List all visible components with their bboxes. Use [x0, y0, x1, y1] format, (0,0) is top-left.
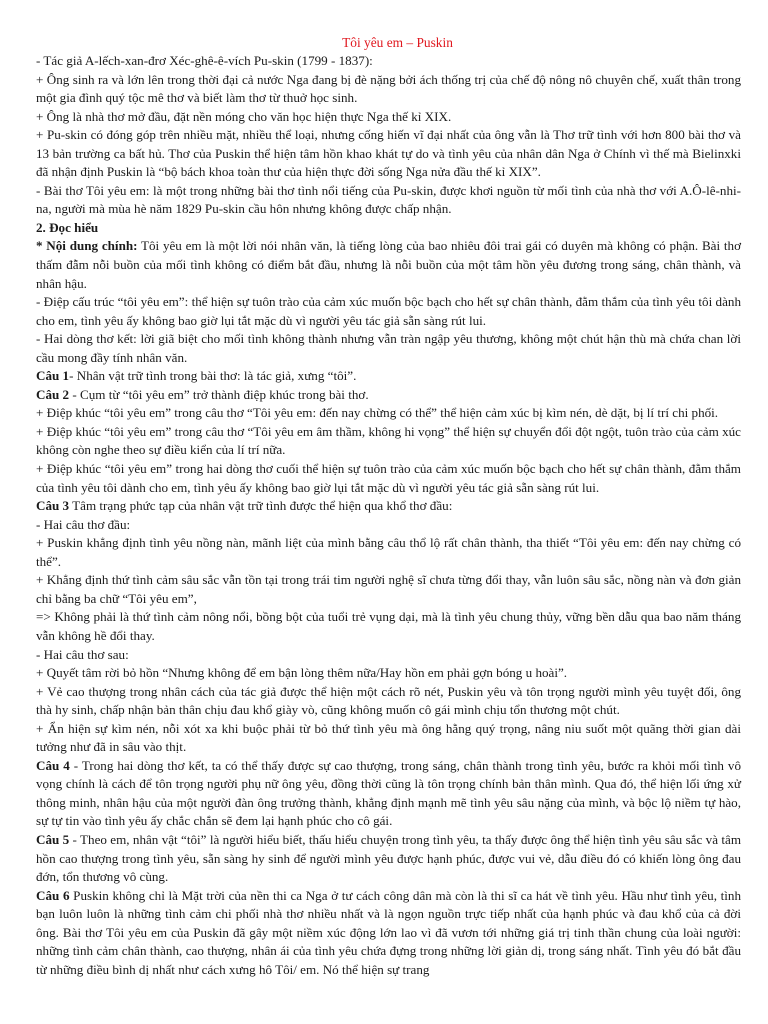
paragraph-text: + Ẩn hiện sự kìm nén, nỗi xót xa khi buộc phải từ bỏ thứ tình yêu mà ông hằng quý trọng, nâng niu suốt một quãng thời gian dài tưởng như đã in sâu vào thịt. [36, 720, 741, 755]
paragraph-heading: Câu 4 [36, 757, 70, 773]
paragraph [36, 516, 741, 535]
paragraph [36, 683, 741, 720]
paragraph-text: Puskin không chỉ là Mặt trời của nền thi ca Nga ở tư cách công dân mà còn là thi sĩ ca hát về tình yêu. Hầu như tình yêu, tình bạn luôn luôn là những tình cảm chi phối nhà thơ nhiều nhất và là ngọn nguồn trực tiếp nhất của hạnh phúc và đau khổ của cả đời ông. Bài thơ Tôi yêu em của Puskin đã gây một niềm xúc động lớn lao vì đã vươn tới những giá trị tinh thần chung của loài người: những tình cảm chân thành, cao thượng, nhân ái của tình yêu chứa đựng trong những lời giản dị, trong sáng nhất. Tình yêu đó bắt đầu từ những điều bình dị nhất như cách xưng hô Tôi/ em. Nó thể hiện sự trang [36, 887, 742, 977]
paragraph-heading: Câu 6 [36, 887, 70, 903]
paragraph-text: - Bài thơ Tôi yêu em: là một trong những bài thơ tình nổi tiếng của Pu-skin, được khơi nguồn từ mối tình của nhà thơ với A.Ô-lê-nhi-na, người mà mùa hè năm 1829 Pu-skin cầu hôn nhưng không được chấp nhận. [36, 182, 741, 217]
paragraph-text: - Hai câu thơ sau: [36, 646, 129, 662]
paragraph [36, 330, 741, 367]
paragraph-text: => Không phải là thứ tình cảm nông nổi, bồng bột của tuổi trẻ vụng dại, mà là tình yêu chung thủy, vững bền dẫu qua bao năm tháng vẫn không hề đổi thay. [36, 609, 741, 643]
paragraph [36, 757, 741, 831]
paragraph [36, 534, 741, 571]
paragraph-text: - Tác giả A-lếch-xan-đrơ Xéc-ghê-ê-vích Pu-skin (1799 - 1837): [36, 53, 373, 68]
paragraph [36, 664, 741, 683]
paragraph-text: + Điệp khúc “tôi yêu em” trong câu thơ “Tôi yêu em: đến nay chừng có thể” thể hiện cảm xúc bị kìm nén, dè dặt, bị lí trí chi phối. [36, 405, 719, 421]
paragraph [36, 571, 741, 608]
paragraph-text: + Puskin khẳng định tình yêu nồng nàn, mãnh liệt của mình bằng câu thổ lộ rất chân thành, tha thiết “Tôi yêu em: đến nay chừng có thể”. [36, 535, 741, 569]
paragraph [36, 182, 741, 219]
paragraph-text: + Khẳng định thứ tình cảm sâu sắc vẫn tồn tại trong trái tim người nghệ sĩ chưa từng đổi thay, vẫn luôn sâu sắc, nồng nàn và đơn giản chỉ bằng ba chữ “Tôi yêu em”, [36, 572, 741, 606]
paragraph-heading: Câu 3 [36, 498, 70, 514]
paragraph [36, 52, 741, 71]
paragraph [36, 108, 741, 127]
document-body [36, 52, 741, 979]
paragraph-heading: Câu 1 [36, 368, 70, 384]
paragraph-heading: 2. Đọc hiểu [36, 219, 99, 235]
paragraph [36, 831, 741, 887]
paragraph [36, 237, 741, 293]
paragraph [36, 386, 741, 405]
paragraph-heading: Câu 5 [36, 831, 70, 847]
paragraph-text: + Ông sinh ra và lớn lên trong thời đại cả nước Nga đang bị đè nặng bởi ách thống trị của chế độ nông nô chuyên chế, xuất thân trong một gia đình quý tộc mê thơ và biết làm thơ từ thuở học sinh. [36, 71, 741, 106]
document-title: Tôi yêu em – Puskin [342, 35, 453, 50]
paragraph-text: - Điệp cấu trúc “tôi yêu em”: thể hiện sự tuôn trào của cảm xúc muốn bộc bạch cho hết sự chân thành, đằm thắm của tình yêu tôi dành cho em, tình yêu ấy không bao giờ lụi tắt mặc dù vì người yêu tác giả sẵn sàng rút lui. [36, 294, 741, 328]
paragraph-text: - Hai dòng thơ kết: lời giã biệt cho mối tình không thành nhưng vẫn tràn ngập yêu thương, không một chút hận thù mà chứa chan lời cầu mong đầy tính nhân văn. [36, 331, 741, 365]
paragraph [36, 423, 741, 460]
paragraph-text: + Điệp khúc “tôi yêu em” trong câu thơ “Tôi yêu em âm thầm, không hi vọng” thể hiện sự chuyển đổi đột ngột, tuôn trào của cảm xúc không còn nghe theo sự điều kiển của lí trí nữa. [36, 423, 741, 458]
paragraph-text: - Theo em, nhân vật “tôi” là người hiểu biết, thấu hiểu chuyện trong tình yêu, ta thấy được ông thể hiện tình yêu sâu sắc và tâm hồn cao thượng trong tình yêu, sẵn sàng hy sinh để người mình yêu được hạnh phúc, được vui vẻ, dẫu điều đó có khiến lòng ông đau đớn, tổn thương vô cùng. [36, 831, 741, 885]
paragraph-text: + Ông là nhà thơ mở đầu, đặt nền móng cho văn học hiện thực Nga thế kỉ XIX. [36, 108, 452, 124]
paragraph [36, 608, 741, 645]
paragraph-text: - Nhân vật trữ tình trong bài thơ: là tác giả, xưng “tôi”. [69, 368, 357, 384]
paragraph [36, 646, 741, 665]
paragraph-heading: * Nội dung chính: [36, 238, 138, 254]
paragraph [36, 219, 741, 238]
paragraph-text: Tâm trạng phức tạp của nhân vật trữ tình được thể hiện qua khổ thơ đầu: [69, 498, 453, 514]
paragraph [36, 404, 741, 423]
paragraph-text: + Vẻ cao thượng trong nhân cách của tác giả được thể hiện một cách rõ nét, Puskin yêu và tôn trọng người mình yêu tuyệt đối, ông thà hy sinh, chấp nhận bản thân chịu đau khổ giày vò, cũng không muốn cô gái mình chịu tổn thương một chút. [36, 683, 741, 718]
paragraph-heading: Câu 2 [36, 386, 70, 402]
paragraph [36, 367, 741, 386]
paragraph-text: Tôi yêu em là một lời nói nhân văn, là tiếng lòng của bao nhiêu đôi trai gái có duyên mà không có phận. Bài thơ thấm đẫm nỗi buồn của mối tình không có điểm bắt đầu, nhưng là nỗi buồn của một tâm hồn yêu đương trong sáng, chân thành, và nhân hậu. [36, 238, 741, 291]
paragraph [36, 887, 741, 980]
paragraph-text: - Trong hai dòng thơ kết, ta có thể thấy được sự cao thượng, trong sáng, chân thành trong tình yêu, bước ra khỏi mối tình vô vọng chính là cách để tôn trọng người phụ nữ ông yêu, đồng thời cũng là tôn trọng chính bản thân mình. Qua đó, thể hiện lối ứng xử thông minh, nhân hậu của một người đàn ông trưởng thành, khẳng định mạnh mẽ tình yêu sâu nặng của mình, và bộc lộ niềm tự hào, sự tự tin vào tình yêu ấy chắc chắn sẽ đem lại hạnh phúc cho cô gái. [36, 757, 742, 829]
paragraph [36, 126, 741, 182]
paragraph-text: + Pu-skin có đóng góp trên nhiều mặt, nhiều thể loại, nhưng cống hiến vĩ đại nhất của ông vẫn là Thơ trữ tình với hơn 800 bài thơ và 13 bản trường ca bất hủ. Thơ của Puskin thể hiện tâm hồn khao khát tự do và tình yêu của nhân dân Nga ở Chính vì thế mà Bielinxki đã nhận định Puskin là “bộ bách khoa toàn thư của hiện thực đời sống Nga nửa đầu thế kỉ XIX”. [36, 127, 741, 180]
paragraph [36, 720, 741, 757]
paragraph-text: - Cụm từ “tôi yêu em” trở thành điệp khúc trong bài thơ. [69, 386, 369, 402]
paragraph-text: + Điệp khúc “tôi yêu em” trong hai dòng thơ cuối thể hiện sự tuôn trào của cảm xúc muốn bộc bạch cho hết sự chân thành, đằm thắm của tình yêu tôi dành cho em, tình yêu ấy không bao giờ lụi tắt mặc dù vì người yêu tác giả sẵn sàng rút lui. [36, 461, 741, 495]
paragraph-text: - Hai câu thơ đầu: [36, 516, 131, 532]
paragraph [36, 71, 741, 108]
paragraph [36, 497, 741, 516]
paragraph-text: + Quyết tâm rời bỏ hồn “Nhưng không để em bận lòng thêm nữa/Hay hồn em phải gợn bóng u hoài”. [36, 665, 568, 681]
paragraph [36, 460, 741, 497]
paragraph [36, 293, 741, 330]
